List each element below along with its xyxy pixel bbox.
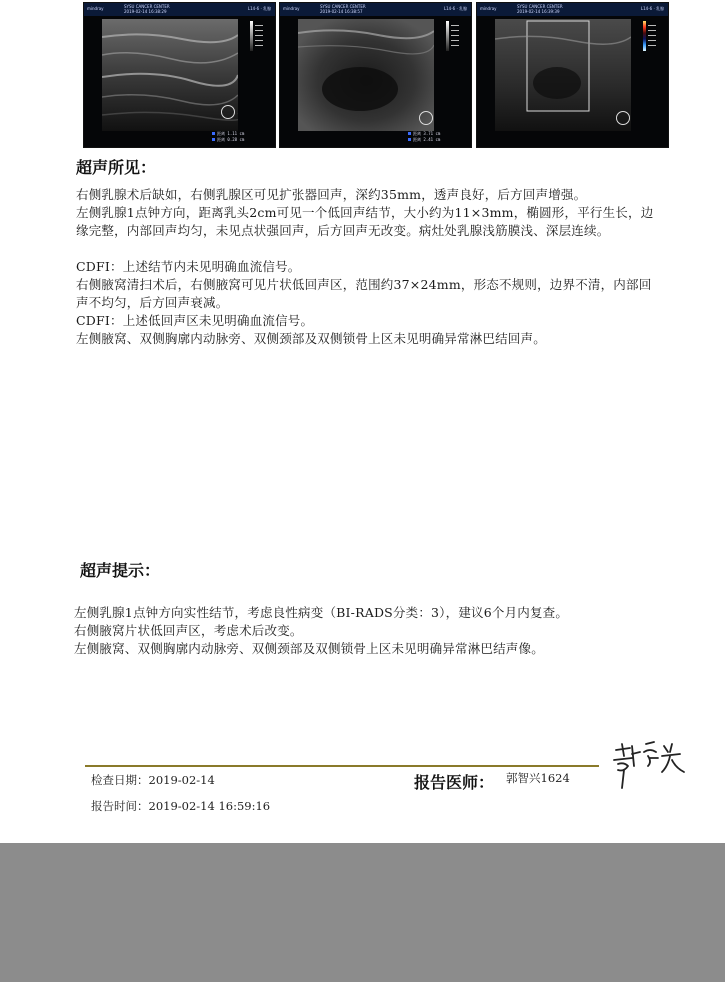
- ultrasound-brand: mindray: [480, 6, 497, 11]
- measurement-1: 距离 3.71 cm: [413, 131, 441, 136]
- ultrasound-image-2: [279, 2, 472, 148]
- ultrasound-header: [477, 3, 668, 16]
- depth-scale: [255, 21, 265, 55]
- depth-scale: [451, 21, 461, 55]
- measurement-2: 距离 2.41 cm: [413, 137, 441, 142]
- exam-date: 检查日期：2019-02-14: [91, 773, 215, 787]
- findings-heading: 超声所见：: [76, 160, 157, 177]
- measurement-readout: [408, 131, 440, 143]
- findings-line-5: CDFI：上述低回声区未见明确血流信号。: [76, 313, 314, 328]
- doctor-name: 郭智兴1624: [506, 771, 570, 785]
- ultrasound-probe-mode: L14-6 · 乳腺: [247, 6, 271, 11]
- signature-divider: [85, 765, 599, 767]
- ultrasound-hospital: SYSU CANCER CENTER 2019-02-14 16:39:39: [517, 4, 563, 14]
- probe-position-icon: [221, 105, 235, 119]
- page-bottom-margin: [0, 843, 725, 982]
- ultrasound-scan: [298, 19, 434, 131]
- ultrasound-image-1: [83, 2, 276, 148]
- ultrasound-hospital: SYSU CANCER CENTER 2019-02-14 16:38:57: [320, 4, 366, 14]
- ultrasound-header: [84, 3, 275, 16]
- conclusion-line-3: 左侧腋窝、双侧胸廓内动脉旁、双侧颈部及双侧锁骨上区未见明确异常淋巴结声像。: [74, 641, 544, 656]
- measurement-readout: [212, 131, 244, 143]
- probe-position-icon: [616, 111, 630, 125]
- doctor-label: 报告医师：: [414, 775, 495, 792]
- ultrasound-brand: mindray: [283, 6, 300, 11]
- findings-line-3: CDFI：上述结节内未见明确血流信号。: [76, 259, 301, 274]
- handwritten-signature: [610, 736, 688, 794]
- ultrasound-scan: [495, 19, 631, 131]
- measurement-2: 距离 0.28 cm: [217, 137, 245, 142]
- findings-line-4: 右侧腋窝清扫术后，右侧腋窝可见片状低回声区，范围约37×24mm，形态不规则，边界不清，内部回声不均匀，后方回声衰减。: [76, 277, 652, 310]
- ultrasound-image-3: [476, 2, 669, 148]
- findings-line-1: 右侧乳腺术后缺如，右侧乳腺区可见扩张器回声，深约35mm，透声良好，后方回声增强。: [76, 187, 587, 202]
- ultrasound-probe-mode: L14-6 · 乳腺: [443, 6, 467, 11]
- probe-position-icon: [419, 111, 433, 125]
- findings-line-6: 左侧腋窝、双侧胸廓内动脉旁、双侧颈部及双侧锁骨上区未见明确异常淋巴结回声。: [76, 331, 546, 346]
- conclusion-line-2: 右侧腋窝片状低回声区，考虑术后改变。: [74, 623, 303, 638]
- color-doppler-scale-bar: [643, 21, 646, 51]
- gray-scale-bar: [250, 21, 253, 51]
- gray-scale-bar: [446, 21, 449, 51]
- depth-scale: [648, 21, 658, 55]
- conclusion-heading: 超声提示：: [80, 563, 161, 580]
- ultrasound-scan: [102, 19, 238, 131]
- ultrasound-header: [280, 3, 471, 16]
- measurement-1: 距离 1.11 cm: [217, 131, 245, 136]
- conclusion-line-1: 左侧乳腺1点钟方向实性结节，考虑良性病变（BI-RADS分类：3），建议6个月内复查。: [74, 605, 569, 620]
- ultrasound-brand: mindray: [87, 6, 104, 11]
- ultrasound-hospital: SYSU CANCER CENTER 2019-02-14 16:38:29: [124, 4, 170, 14]
- report-time: 报告时间：2019-02-14 16:59:16: [91, 799, 271, 813]
- findings-line-2: 左侧乳腺1点钟方向，距离乳头2cm可见一个低回声结节，大小约为11×3mm，椭圆形，平行生长，边缘完整，内部回声均匀，未见点状强回声，后方回声无改变。病灶处乳腺浅筋膜浅、深层连续。: [76, 205, 654, 238]
- ultrasound-probe-mode: L14-6 · 乳腺: [640, 6, 664, 11]
